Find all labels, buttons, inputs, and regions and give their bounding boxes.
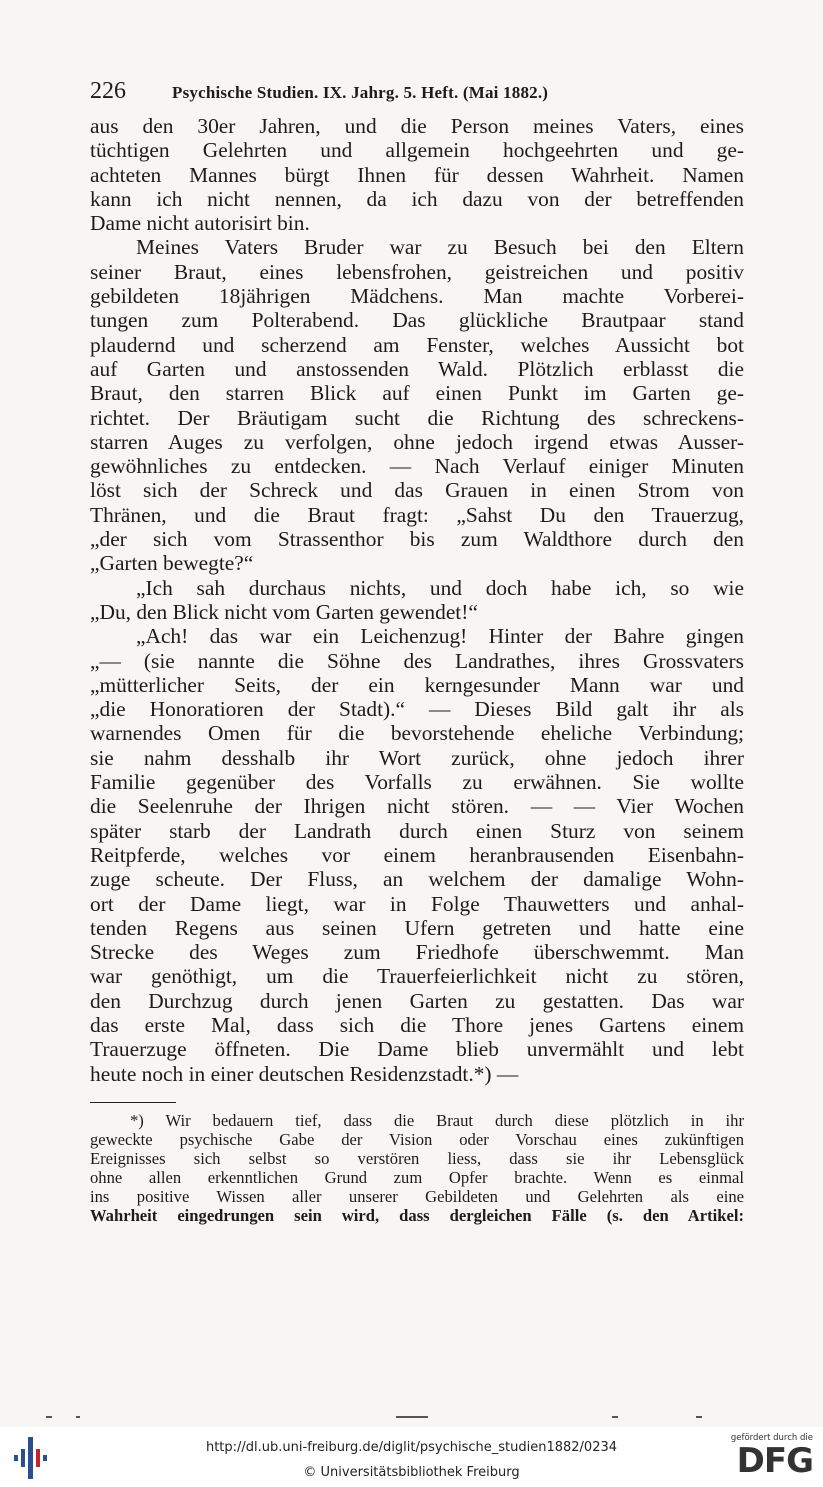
text-line: war genöthigt, um die Trauerfeierlichkeit nicht zu stören, xyxy=(90,964,744,989)
text-line: löst sich der Schreck und das Grauen in einen Strom von xyxy=(90,478,744,503)
scan-mark xyxy=(76,1416,80,1418)
text-line: Thränen, und die Braut fragt: „Sahst Du den Trauerzug, xyxy=(90,502,744,527)
text-line: „Garten bewegte?“ xyxy=(90,551,254,576)
scan-mark xyxy=(612,1416,618,1418)
footnote xyxy=(90,1111,744,1225)
text-line: aus den 30er Jahren, und die Person meines Vaters, eines xyxy=(90,114,744,138)
sponsor-text: gefördert durch die xyxy=(730,1433,813,1443)
permalink-url[interactable]: http://dl.ub.uni-freiburg.de/diglit/psychische_studien1882/0234 xyxy=(205,1440,618,1455)
text-line: auf Garten und anstossenden Wald. Plötzlich erblasst die xyxy=(90,356,744,381)
footnote-line: Wahrheit eingedrungen sein wird, dass dergleichen Fälle (s. den Artikel: xyxy=(90,1205,744,1225)
text-line: ort der Dame liegt, war in Folge Thauwetters und anhal- xyxy=(90,891,744,916)
text-line: seiner Braut, eines lebensfrohen, geistreichen und positiv xyxy=(90,259,744,284)
text-line: richtet. Der Bräutigam sucht die Richtung des schreckens- xyxy=(90,405,744,430)
text-line: „mütterlicher Seits, der ein kerngesunder Mann war und xyxy=(90,672,744,697)
text-line: starren Auges zu verfolgen, ohne jedoch irgend etwas Ausser- xyxy=(90,429,744,454)
text-line: heute noch in einer deutschen Residenzstadt.*) — xyxy=(90,1061,519,1086)
scan-mark xyxy=(46,1416,52,1418)
scan-mark xyxy=(696,1416,702,1418)
text-line: Trauerzuge öffneten. Die Dame blieb unvermählt und lebt xyxy=(90,1037,744,1062)
text-line: „die Honoratioren der Stadt).“ — Dieses Bild galt ihr als xyxy=(90,697,744,722)
text-line: Braut, den starren Blick auf einen Punkt im Garten ge- xyxy=(90,381,744,406)
scan-edge-marks xyxy=(0,1416,823,1422)
text-line: den Durchzug durch jenen Garten zu gestatten. Das war xyxy=(90,988,744,1013)
footnote-line: ins positive Wissen aller unserer Gebildeten und Gelehrten als eine xyxy=(90,1186,744,1206)
text-line: die Seelenruhe der Ihrigen nicht stören. — — Vier Wochen xyxy=(90,794,744,819)
text-line: tenden Regens aus seinen Ufern getreten und hatte eine xyxy=(90,915,744,940)
text-line: „Ich sah durchaus nichts, und doch habe ich, so wie xyxy=(136,575,744,600)
viewer-footer xyxy=(0,1427,823,1487)
text-line: das erste Mal, dass sich die Thore jenes Gartens einem xyxy=(90,1012,744,1037)
footnote-line: Ereignisses sich selbst so verstören liess, dass sie ihr Lebensglück xyxy=(90,1148,744,1168)
text-line: tungen zum Polterabend. Das glückliche Brautpaar stand xyxy=(90,308,744,333)
footnote-line: *) Wir bedauern tief, dass die Braut durch diese plötzlich in ihr xyxy=(130,1110,744,1130)
page-number: 226 xyxy=(90,78,126,104)
dfg-logo-icon: DFG xyxy=(736,1441,813,1481)
text-line: Meines Vaters Bruder war zu Besuch bei den Eltern xyxy=(136,235,744,260)
text-line: Reitpferde, welches vor einem heranbrausenden Eisenbahn- xyxy=(90,842,744,867)
footnote-rule xyxy=(90,1102,176,1103)
text-line: „der sich vom Strassenthor bis zum Waldthore durch den xyxy=(90,527,744,552)
copyright-notice: © Universitätsbibliothek Freiburg xyxy=(303,1465,520,1480)
book-page xyxy=(90,78,744,1225)
text-line: Familie gegenüber des Vorfalls zu erwähnen. Sie wollte xyxy=(90,770,744,795)
text-line: plaudernd und scherzend am Fenster, welches Aussicht bot xyxy=(90,332,744,357)
running-head: Psychische Studien. IX. Jahrg. 5. Heft. (Mai 1882.) xyxy=(172,83,549,102)
footnote-line: geweckte psychische Gabe der Vision oder Vorschau eines zukünftigen xyxy=(90,1129,744,1149)
text-line: kann ich nicht nennen, da ich dazu von der betreffenden xyxy=(90,186,744,211)
text-line: tüchtigen Gelehrten und allgemein hochgeehrten und ge- xyxy=(90,138,744,163)
text-line: sie nahm desshalb ihr Wort zurück, ohne jedoch ihrer xyxy=(90,745,744,770)
text-line: warnendes Omen für die bevorstehende eheliche Verbindung; xyxy=(90,721,744,746)
text-line: Strecke des Weges zum Friedhofe überschwemmt. Man xyxy=(90,940,744,965)
text-line: „— (sie nannte die Söhne des Landrathes, ihres Grossvaters xyxy=(90,648,744,673)
text-line: gebildeten 18jährigen Mädchens. Man machte Vorberei- xyxy=(90,284,744,309)
text-line: Dame nicht autorisirt bin. xyxy=(90,211,310,236)
scan-mark xyxy=(396,1416,428,1418)
page-header xyxy=(90,78,744,114)
text-line: „Du, den Blick nicht vom Garten gewendet!“ xyxy=(90,599,478,624)
text-line: achteten Mannes bürgt Ihnen für dessen Wahrheit. Namen xyxy=(90,162,744,187)
text-line: „Ach! das war ein Leichenzug! Hinter der Bahre gingen xyxy=(136,624,744,649)
dfg-sponsor xyxy=(727,1433,813,1483)
text-line: später starb der Landrath durch einen Sturz von seinem xyxy=(90,818,744,843)
text-line: gewöhnliches zu entdecken. — Nach Verlauf einiger Minuten xyxy=(90,454,744,479)
body-text xyxy=(90,114,744,1086)
text-line: zuge scheute. Der Fluss, an welchem der damalige Wohn- xyxy=(90,867,744,892)
footnote-line: ohne allen erkenntlichen Grund zum Opfer brachte. Wenn es einmal xyxy=(90,1167,744,1187)
